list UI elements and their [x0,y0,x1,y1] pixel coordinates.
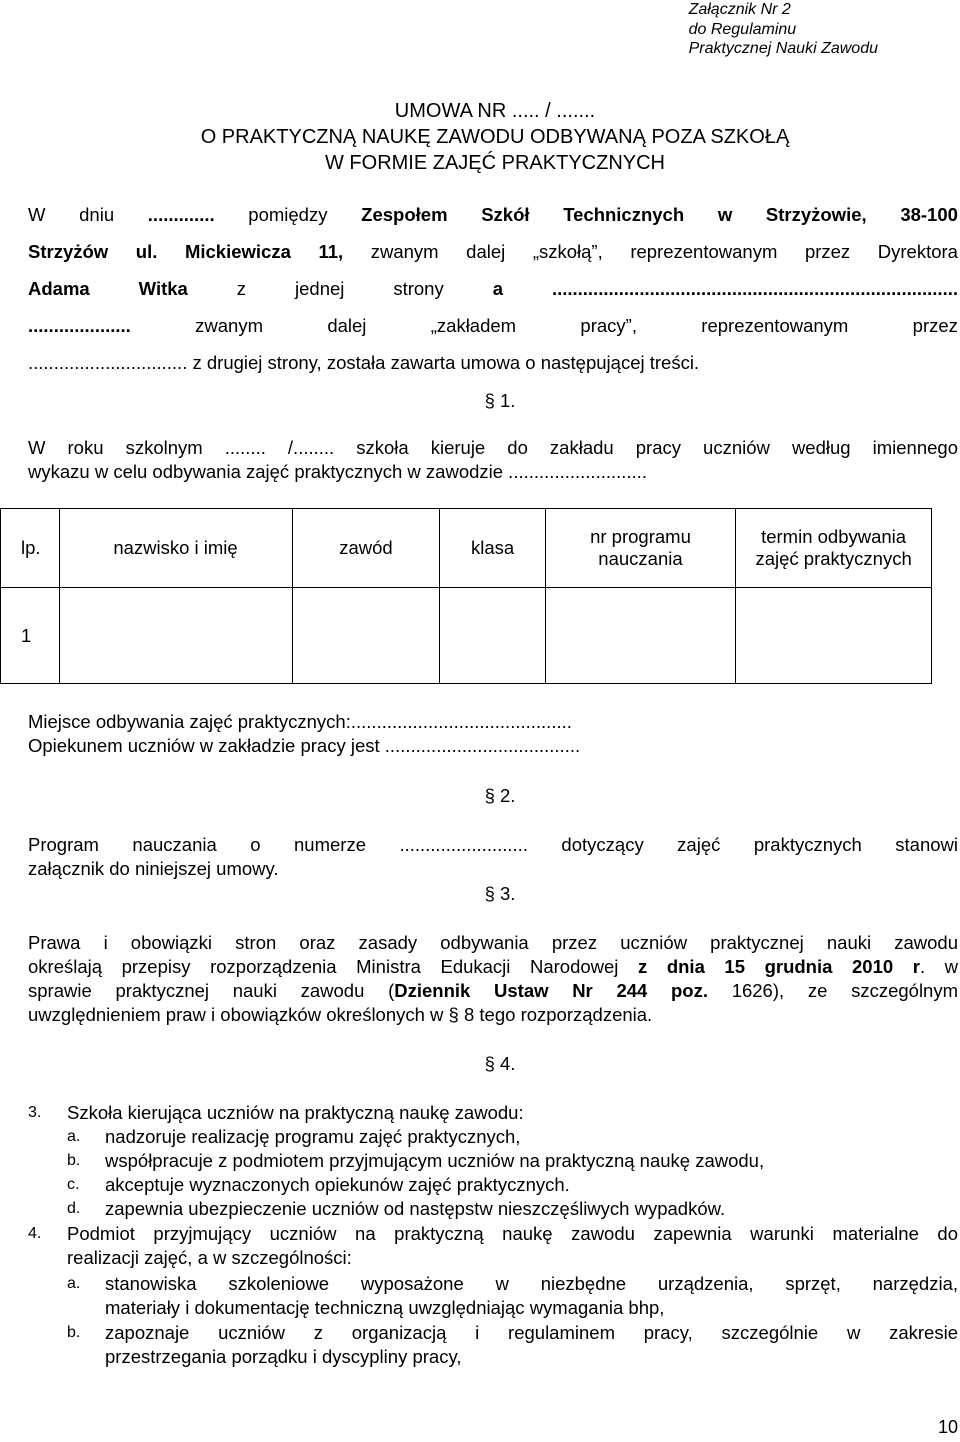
table-cell [545,588,735,684]
intro-word: dniu [79,204,115,225]
table-header-row [1,509,932,588]
sub-list-item [28,1149,958,1173]
sub-item-text-line: przestrzegania porządku i dyscypliny pracy, [105,1346,462,1367]
header-schedule: termin odbywania zajęć praktycznych [736,509,932,588]
sub-item-text: akceptuje wyznaczonych opiekunów zajęć praktycznych. [105,1174,570,1195]
intro-word: „zakładem [430,315,517,336]
sub-list-item [28,1272,958,1320]
list-item-text-line: Podmiot przyjmujący uczniów na praktyczną naukę zawodu zapewnia warunki materialne do [67,1223,958,1244]
sub-item-text-line: materiały i dokumentację techniczną uwzględniając wymagania bhp, [105,1297,665,1318]
intro-word: Dyrektora [877,241,958,262]
intro-line-3 [28,278,958,300]
section-3-line-1: Prawa i obowiązki stron oraz zasady odbywania przez uczniów praktycznej nauki zawodu [28,932,958,953]
intro-word: ............. [147,204,215,225]
section-3-text-part: 1626), ze szczególnym [708,980,958,1001]
sub-item-letter: c. [67,1176,80,1193]
intro-word: .................... [28,315,131,336]
section-4-heading: § 4. [484,1053,516,1074]
table-row [1,588,932,684]
intro-word: w [717,204,733,225]
intro-line-2 [28,241,958,263]
intro-word: Mickiewicza [184,241,291,262]
section-3-bold-journal: Dziennik Ustaw Nr 244 poz. [394,980,708,1001]
intro-word: Strzyżów [28,241,109,262]
header-class: klasa [440,509,545,588]
sub-item-letter: b. [67,1152,81,1169]
sub-list-item [28,1321,958,1369]
header-name: nazwisko i imię [59,509,292,588]
list-item-number: 4. [28,1225,42,1242]
section-2-heading: § 2. [484,785,516,806]
title-line-2: O PRAKTYCZNĄ NAUKĘ ZAWODU ODBYWANĄ POZA SZKOŁĄ [200,126,790,148]
sub-item-letter: a. [67,1128,81,1145]
list-item-text-line: realizacji zajęć, a w szczególności: [67,1247,352,1268]
page-number: 10 [937,1417,958,1437]
section-3-text [28,931,958,1027]
intro-word: 11, [318,241,344,262]
intro-word: dalej [327,315,367,336]
intro-word: Witka [138,278,188,299]
list-item-text: Szkoła kierująca uczniów na praktyczną naukę zawodu: [67,1102,524,1123]
intro-word: przez [804,241,851,262]
sub-item-letter: d. [67,1200,81,1217]
annex-line-3: Praktycznej Nauki Zawodu [688,40,878,57]
sub-item-text-line: stanowiska szkoleniowe wyposażone w niezbędne urządzenia, sprzęt, narzędzia, [105,1273,958,1294]
header-program-no: nr programu nauczania [545,509,735,588]
list-item-number: 3. [28,1104,42,1121]
intro-word: reprezentowanym [701,315,849,336]
intro-word: a [492,278,503,299]
sub-item-letter: b. [67,1324,81,1341]
intro-word: zwanym [370,241,439,262]
intro-word: reprezentowanym [630,241,778,262]
list-item [28,1222,958,1270]
annex-header [689,0,878,59]
section-1-line-1: W roku szkolnym ........ /........ szkoła kieruje do zakładu pracy uczniów według imiennego [28,437,958,458]
intro-word: pracy”, [580,315,637,336]
intro-line-1 [28,204,958,226]
intro-word: Strzyżowie, [765,204,867,225]
intro-line-5: ............................... z drugiej strony, została zawarta umowa o następującej treści. [28,352,700,373]
table-cell [736,588,932,684]
supervisor-line: Opiekunem uczniów w zakładzie pracy jest ...................................... [28,735,581,756]
title-line-3: W FORMIE ZAJĘĆ PRAKTYCZNYCH [324,152,665,174]
section-3-bold-date: z dnia 15 grudnia 2010 r [638,956,920,977]
sub-item-text-line: zapoznaje uczniów z organizacją i regulaminem pracy, szczególnie w zakresie [105,1322,958,1343]
intro-word: dalej [466,241,506,262]
section-3-line-2 [28,955,958,979]
intro-word: W [28,204,46,225]
intro-word: przez [912,315,958,336]
section-3-text-part: sprawie praktycznej nauki zawodu ( [28,980,395,1001]
table-cell [292,588,440,684]
annex-line-1: Załącznik Nr 2 [688,1,791,18]
sub-list-item [28,1125,958,1149]
sub-list-item [28,1197,958,1221]
intro-word: Zespołem [361,204,448,225]
intro-word: zwanym [195,315,263,336]
students-table [0,508,932,684]
intro-word: pomiędzy [248,204,328,225]
intro-word: Adama [28,278,90,299]
sub-list-item [28,1173,958,1197]
section-1-text [28,436,958,484]
intro-word: z [236,278,247,299]
sub-item-text: współpracuje z podmiotem przyjmującym uczniów na praktyczną naukę zawodu, [105,1150,765,1171]
intro-word: strony [393,278,444,299]
header-profession: zawód [292,509,440,588]
section-2-text [28,833,958,881]
intro-word: ul. [135,241,158,262]
section-3-text-part: określają przepisy rozporządzenia Ministra Edukacji Narodowej [28,956,638,977]
sub-item-letter: a. [67,1275,81,1292]
section-1-line-2: wykazu w celu odbywania zajęć praktycznych w zawodzie ........................... [28,461,647,482]
title-line-1: UMOWA NR ..... / ....... [394,100,596,122]
section-2-line-2: załącznik do niniejszej umowy. [28,858,279,879]
table-cell [440,588,545,684]
place-line: Miejsce odbywania zajęć praktycznych:........................................... [28,711,572,732]
intro-word: ............................................................................... [551,278,958,299]
intro-word: „szkołą”, [532,241,603,262]
intro-line-4 [28,315,958,337]
section-3-heading: § 3. [484,883,516,904]
sub-item-text: zapewnia ubezpieczenie uczniów od następstw nieszczęśliwych wypadków. [105,1198,726,1219]
table-cell [59,588,292,684]
section-3-line-4: uwzględnieniem praw i obowiązków określonych w § 8 tego rozporządzenia. [28,1004,653,1025]
annex-line-2: do Regulaminu [688,20,797,38]
intro-word: 38-100 [900,204,958,225]
table-cell: 1 [1,588,60,684]
section-1-heading: § 1. [484,390,516,411]
intro-word: Szkół [481,204,530,225]
list-item [28,1101,958,1125]
section-3-text-part: . w [919,956,959,977]
header-lp: lp. [1,509,60,588]
intro-word: Technicznych [563,204,685,225]
section-2-line-1: Program nauczania o numerze ......................... dotyczący zajęć praktycznych stanowi [28,834,958,855]
intro-word: jednej [295,278,345,299]
section-3-line-3 [28,979,958,1003]
sub-item-text: nadzoruje realizację programu zajęć praktycznych, [105,1126,521,1147]
